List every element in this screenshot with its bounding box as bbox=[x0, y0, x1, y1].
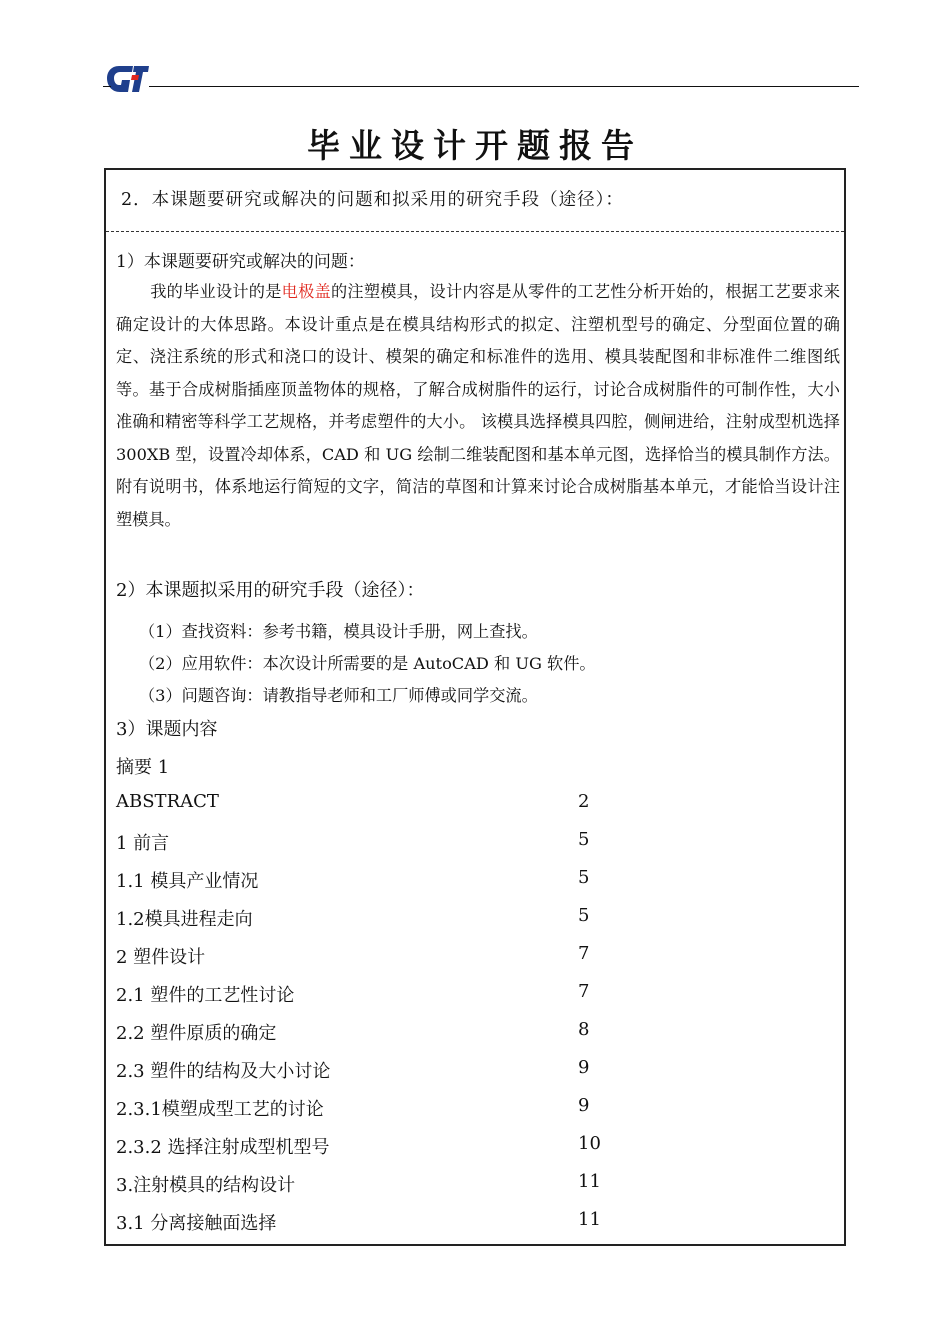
page-title: 毕业设计开题报告 bbox=[307, 126, 643, 165]
method-item: （3）问题咨询：请教指导老师和工厂师傅或同学交流。 bbox=[139, 686, 538, 705]
toc-page: 5 bbox=[578, 905, 590, 926]
report-table bbox=[104, 168, 846, 1246]
highlight-text: 电极盖 bbox=[281, 282, 331, 301]
toc-page: 7 bbox=[578, 981, 590, 1002]
toc-title: 摘要 1 bbox=[116, 757, 170, 778]
toc-page: 10 bbox=[578, 1133, 601, 1154]
para-text-after: 的注塑模具，设计内容是从零件的工艺性分析开始的，根据工艺要求来确定设计的大体思路。本设计重点是在模具结构形式的拟定、注塑机型号的确定、分型面位置的确定、浇注系统的形式和浇口的设计、模架的确定和标准件的选用、模具装配图和非标准件二维图纸等。基于合成树脂插座顶盖物体的规格，了解合成树脂件的运行，讨论合成树脂件的可制作性，大小准确和精密等科学工艺规格，并考虑塑件的大小。 该模具选择模具四腔，侧闸进给，注射成型机选择 300XB 型，设置冷却体系，CAD 和 UG 绘制二维装配图和基本单元图，选择恰当的模具制作方法。 附有说明书，体系地运行简短的文字，简洁的草图和计算来讨论合成树脂基本单元，才能恰当设计注塑模具。 bbox=[116, 282, 841, 529]
toc-page: 5 bbox=[578, 867, 590, 888]
toc-title: 2 塑件设计 bbox=[116, 947, 206, 968]
toc-page: 8 bbox=[578, 1019, 590, 1040]
toc-title: 2.1 塑件的工艺性讨论 bbox=[116, 985, 295, 1006]
toc-title: 1.2模具进程走向 bbox=[116, 909, 253, 930]
toc-page: 11 bbox=[578, 1171, 601, 1192]
toc-page: 11 bbox=[578, 1209, 601, 1230]
toc-page: 2 bbox=[578, 791, 590, 812]
method-item: （1）查找资料：参考书籍，模具设计手册，网上查找。 bbox=[139, 622, 538, 641]
section3-heading: 3）课题内容 bbox=[116, 719, 218, 740]
toc-title: 1 前言 bbox=[116, 833, 170, 854]
header-rule-left bbox=[103, 86, 111, 87]
para-text-before: 我的毕业设计的是 bbox=[150, 282, 282, 301]
toc-title: 3.注射模具的结构设计 bbox=[116, 1175, 296, 1196]
toc-title: 3.1 分离接触面选择 bbox=[116, 1213, 277, 1234]
toc-title: ABSTRACT bbox=[116, 791, 219, 812]
gt-logo-icon bbox=[103, 62, 149, 96]
toc-page: 9 bbox=[578, 1057, 590, 1078]
toc-title: 1.1 模具产业情况 bbox=[116, 871, 259, 892]
toc-title: 2.2 塑件原质的确定 bbox=[116, 1023, 277, 1044]
toc-title: 2.3.2 选择注射成型机型号 bbox=[116, 1137, 330, 1158]
header-rule bbox=[149, 86, 859, 87]
method-item: （2）应用软件：本次设计所需要的是 AutoCAD 和 UG 软件。 bbox=[139, 654, 596, 673]
toc-page: 7 bbox=[578, 943, 590, 964]
dashed-divider bbox=[106, 231, 844, 232]
toc-title: 2.3.1模塑成型工艺的讨论 bbox=[116, 1099, 324, 1120]
question-heading: 2．本课题要研究或解决的问题和拟采用的研究手段（途径）： bbox=[121, 190, 624, 210]
section1-paragraph bbox=[116, 276, 840, 536]
toc-title: 2.3 塑件的结构及大小讨论 bbox=[116, 1061, 331, 1082]
section2-heading: 2）本课题拟采用的研究手段（途径）： bbox=[116, 580, 425, 601]
section1-heading: 1）本课题要研究或解决的问题： bbox=[116, 252, 365, 272]
page-header bbox=[103, 62, 859, 96]
toc-page: 5 bbox=[578, 829, 590, 850]
toc-page: 9 bbox=[578, 1095, 590, 1116]
